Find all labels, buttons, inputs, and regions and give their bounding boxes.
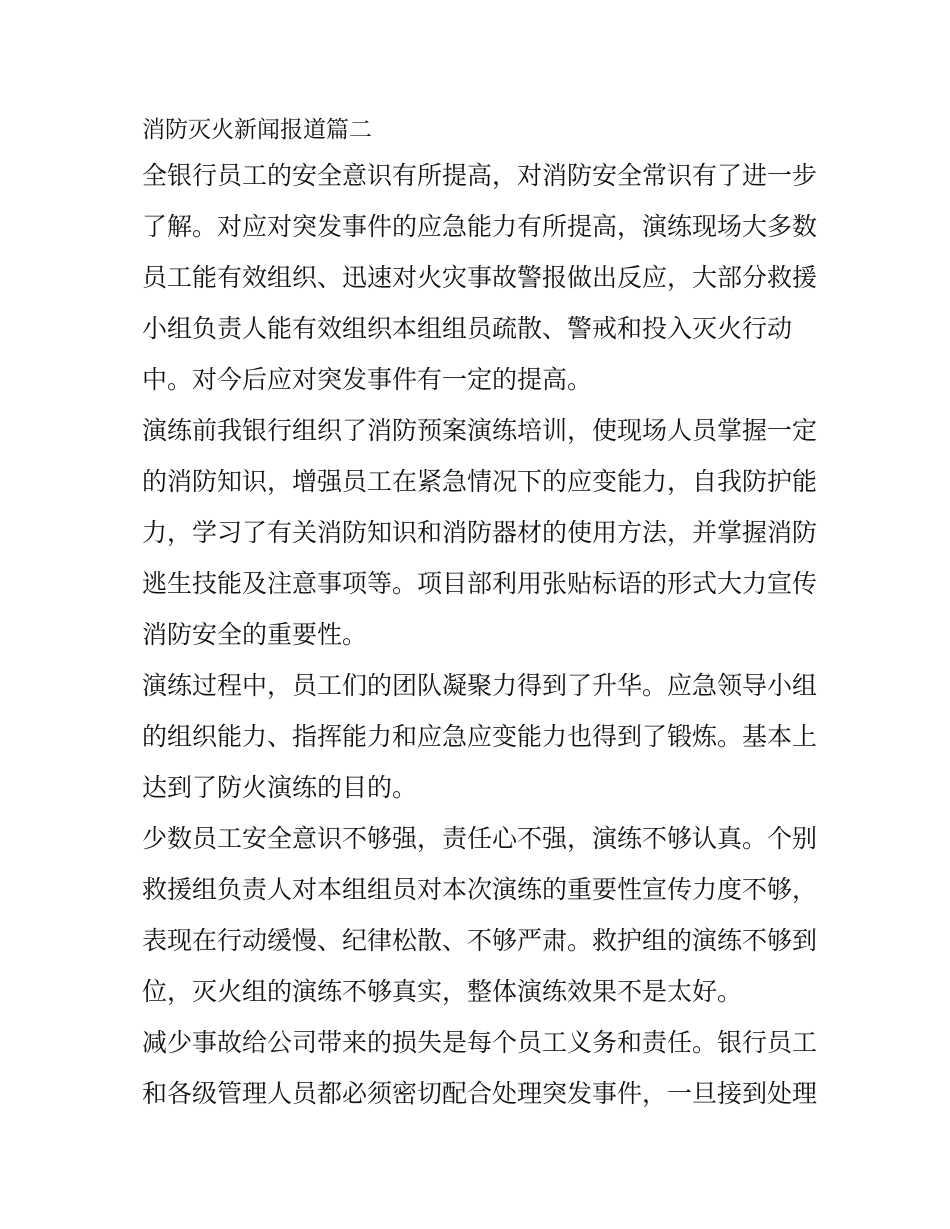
paragraph-line: 员工能有效组织、迅速对火灾事故警报做出反应，大部分救援 bbox=[142, 263, 818, 292]
document-body bbox=[142, 110, 822, 1119]
paragraph-line: 演练过程中，员工们的团队凝聚力得到了升华。应急领导小组 bbox=[142, 671, 818, 700]
paragraph-line: 中。对今后应对突发事件有一定的提高。 bbox=[142, 365, 593, 394]
paragraph-3 bbox=[142, 660, 822, 813]
paragraph-5 bbox=[142, 1017, 822, 1119]
paragraph-line: 的消防知识，增强员工在紧急情况下的应变能力，自我防护能 bbox=[142, 467, 818, 496]
paragraph-line: 消防安全的重要性。 bbox=[142, 620, 368, 649]
paragraph-line: 了解。对应对突发事件的应急能力有所提高，演练现场大多数 bbox=[142, 212, 818, 241]
paragraph-line: 救援组负责人对本组组员对本次演练的重要性宣传力度不够， bbox=[142, 875, 818, 904]
paragraph-line: 逃生技能及注意事项等。项目部利用张贴标语的形式大力宣传 bbox=[142, 569, 818, 598]
paragraph-line: 的组织能力、指挥能力和应急应变能力也得到了锻炼。基本上 bbox=[142, 722, 818, 751]
paragraph-line: 位，灭火组的演练不够真实，整体演练效果不是太好。 bbox=[142, 977, 743, 1006]
paragraph-line: 少数员工安全意识不够强，责任心不强，演练不够认真。个别 bbox=[142, 824, 818, 853]
paragraph-line: 小组负责人能有效组织本组组员疏散、警戒和投入灭火行动 bbox=[142, 314, 793, 343]
paragraph-line: 全银行员工的安全意识有所提高，对消防安全常识有了进一步 bbox=[142, 161, 818, 190]
paragraph-line: 表现在行动缓慢、纪律松散、不够严肃。救护组的演练不够到 bbox=[142, 926, 818, 955]
paragraph-line: 达到了防火演练的目的。 bbox=[142, 773, 418, 802]
paragraph-line: 减少事故给公司带来的损失是每个员工义务和责任。银行员工 bbox=[142, 1028, 818, 1057]
paragraph-4 bbox=[142, 813, 822, 1017]
paragraph-line: 和各级管理人员都必须密切配合处理突发事件，一旦接到处理 bbox=[142, 1079, 818, 1108]
paragraph-line: 力，学习了有关消防知识和消防器材的使用方法，并掌握消防 bbox=[142, 518, 818, 547]
document-title: 消防灭火新闻报道篇二 bbox=[142, 117, 372, 143]
paragraph-line: 演练前我银行组织了消防预案演练培训，使现场人员掌握一定 bbox=[142, 416, 818, 445]
paragraph-2 bbox=[142, 405, 822, 660]
paragraph-1 bbox=[142, 150, 822, 405]
